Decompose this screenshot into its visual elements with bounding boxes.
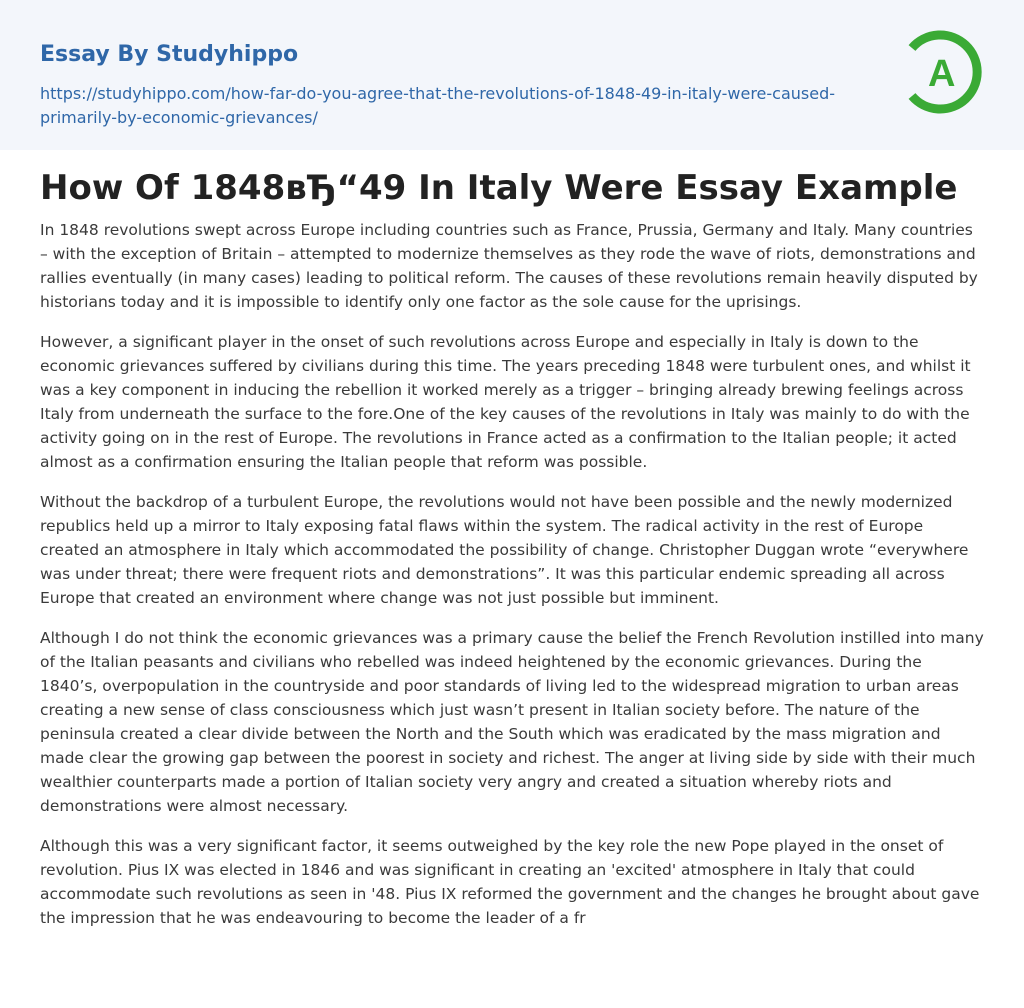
studyhippo-logo-icon[interactable] [900,30,984,114]
paragraph-4: Although I do not think the economic grievances was a primary cause the belief the French Revolution instilled into many of the Italian peasants and civilians who rebelled was indeed heightened by the economic grievances. During the 1840’s, overpopulation in the countryside and poor standards of living led to the widespread migration to urban areas creating a new sense of class consciousness which just wasn’t present in Italian society before. The nature of the peninsula created a clear divide between the North and the South which was eradicated by the mass migration and made clear the growing gap between the poorest in society and richest. The anger at living side by side with their much wealthier counterparts made a portion of Italian society very angry and created a situation whereby riots and demonstrations were almost necessary. [40,629,984,815]
logo-letter: A [928,53,956,95]
page-title: How Of 1848вЂ“49 In Italy Were Essay Example [40,168,958,208]
site-header [0,0,1024,150]
site-title[interactable]: Essay By Studyhippo [40,42,299,67]
paragraph-3: Without the backdrop of a turbulent Europe, the revolutions would not have been possible and the newly modernized republics held up a mirror to Italy exposing fatal flaws within the system. The radical activity in the rest of Europe created an atmosphere in Italy which accommodated the possibility of change. Christopher Duggan wrote “everywhere was under threat; there were frequent riots and demonstrations”. It was this particular endemic spreading all across Europe that created an environment where change was not just possible but imminent. [40,493,969,607]
paragraph-1: In 1848 revolutions swept across Europe including countries such as France, Prussia, Germany and Italy. Many countries – with the exception of Britain – attempted to modernize themselves as they rode the wave of riots, demonstrations and rallies eventually (in many cases) leading to political reform. The causes of these revolutions remain heavily disputed by historians today and it is impossible to identify only one factor as the sole cause for the uprisings. [40,221,978,311]
article [0,150,1024,930]
source-url-link[interactable]: https://studyhippo.com/how-far-do-you-agree-that-the-revolutions-of-1848-49-in-italy-were-caused-primarily-by-economic-grievances/ [40,84,836,127]
paragraph-2: However, a significant player in the onset of such revolutions across Europe and especially in Italy is down to the economic grievances suffered by civilians during this time. The years preceding 1848 were turbulent ones, and whilst it was a key component in inducing the rebellion it worked merely as a trigger – bringing already brewing feelings across Italy from underneath the surface to the fore.One of the key causes of the revolutions in Italy was mainly to do with the activity going on in the rest of Europe. The revolutions in France acted as a confirmation to the Italian people; it acted almost as a confirmation ensuring the Italian people that reform was possible. [40,333,971,471]
paragraph-5: Although this was a very significant factor, it seems outweighed by the key role the new Pope played in the onset of revolution. Pius IX was elected in 1846 and was significant in creating an 'excited' atmosphere in Italy that could accommodate such revolutions as seen in '48. Pius IX reformed the government and the changes he brought about gave the impression that he was endeavouring to become the leader of a fr [40,837,980,927]
